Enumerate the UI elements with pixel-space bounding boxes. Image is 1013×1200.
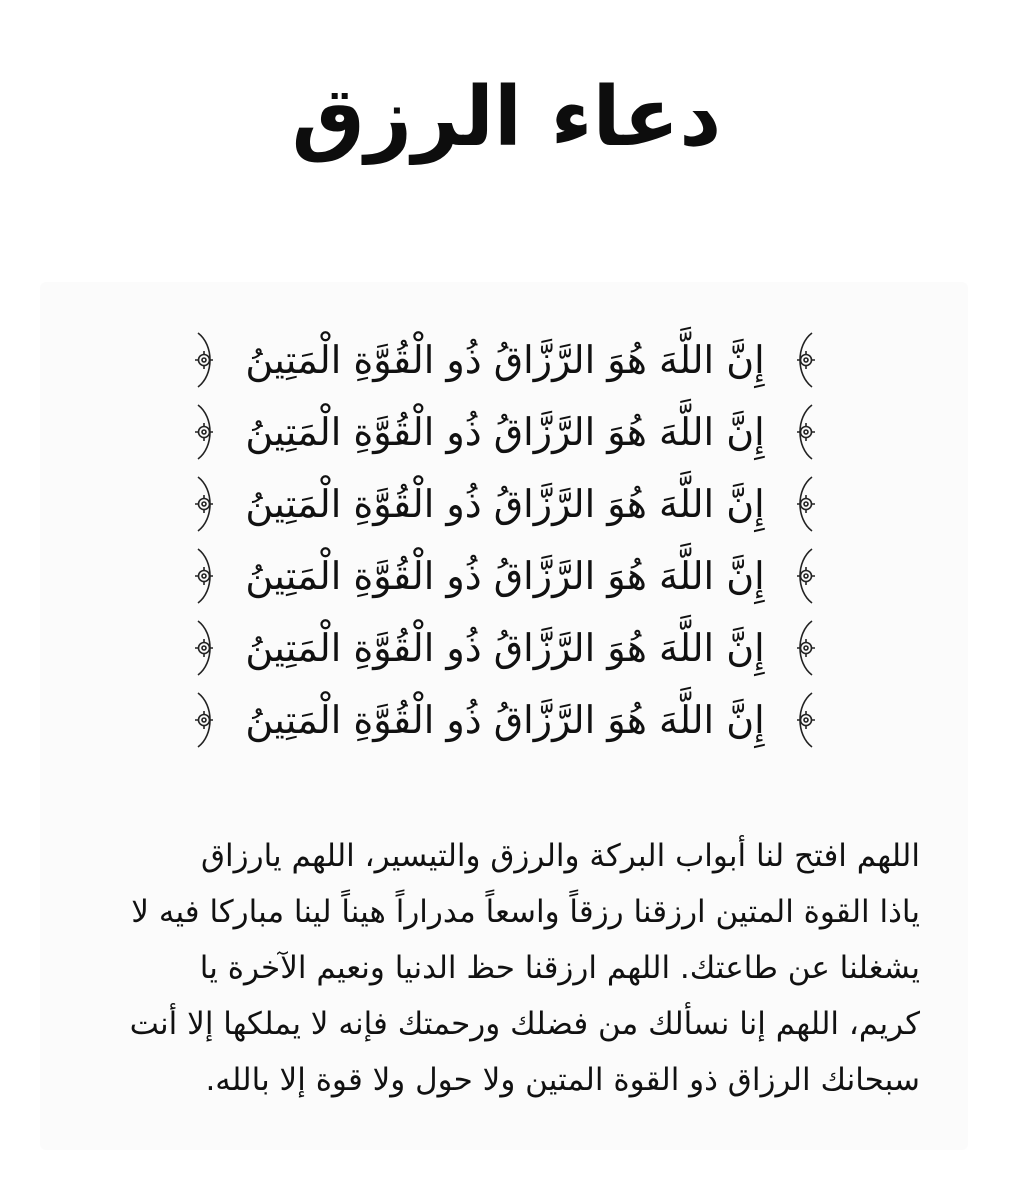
verse-ornament-icon xyxy=(190,691,220,749)
verse-ornament-icon xyxy=(190,547,220,605)
verse-line xyxy=(190,618,820,678)
verse-text: إِنَّ اللَّهَ هُوَ الرَّزَّاقُ ذُو الْقُوَّةِ الْمَتِينُ xyxy=(245,626,765,670)
verse-ornament-icon xyxy=(790,691,820,749)
verse-line xyxy=(190,474,820,534)
verse-line xyxy=(190,546,820,606)
verse-ornament-icon xyxy=(190,475,220,533)
verse-ornament-icon xyxy=(190,619,220,677)
verse-ornament-icon xyxy=(790,475,820,533)
verse-text: إِنَّ اللَّهَ هُوَ الرَّزَّاقُ ذُو الْقُوَّةِ الْمَتِينُ xyxy=(245,410,765,454)
verse-ornament-icon xyxy=(790,547,820,605)
verse-line xyxy=(190,690,820,750)
dua-line: كريم، اللهم إنا نسألك من فضلك ورحمتك فإنه لا يملكها إلا أنت xyxy=(129,1006,920,1042)
dua-line: ياذا القوة المتين ارزقنا رزقاً واسعاً مدراراً هيناً لينا مباركا فيه لا xyxy=(131,894,920,930)
verse-text: إِنَّ اللَّهَ هُوَ الرَّزَّاقُ ذُو الْقُوَّةِ الْمَتِينُ xyxy=(245,482,765,526)
verse-line xyxy=(190,402,820,462)
verses-block xyxy=(190,330,820,750)
verse-ornament-icon xyxy=(790,331,820,389)
verse-ornament-icon xyxy=(190,331,220,389)
verse-ornament-icon xyxy=(190,403,220,461)
verse-ornament-icon xyxy=(790,619,820,677)
verse-line xyxy=(190,330,820,390)
verse-ornament-icon xyxy=(790,403,820,461)
page-title: دعاء الرزق xyxy=(291,70,722,165)
dua-line: اللهم افتح لنا أبواب البركة والرزق والتيسير، اللهم يارزاق xyxy=(201,838,920,874)
dua-line: سبحانك الرزاق ذو القوة المتين ولا حول ولا قوة إلا بالله. xyxy=(205,1062,920,1098)
verse-text: إِنَّ اللَّهَ هُوَ الرَّزَّاقُ ذُو الْقُوَّةِ الْمَتِينُ xyxy=(245,554,765,598)
verse-text: إِنَّ اللَّهَ هُوَ الرَّزَّاقُ ذُو الْقُوَّةِ الْمَتِينُ xyxy=(245,338,765,382)
dua-paragraph xyxy=(88,828,920,1108)
dua-line: يشغلنا عن طاعتك. اللهم ارزقنا حظ الدنيا ونعيم الآخرة يا xyxy=(199,950,920,986)
verse-text: إِنَّ اللَّهَ هُوَ الرَّزَّاقُ ذُو الْقُوَّةِ الْمَتِينُ xyxy=(245,698,765,742)
